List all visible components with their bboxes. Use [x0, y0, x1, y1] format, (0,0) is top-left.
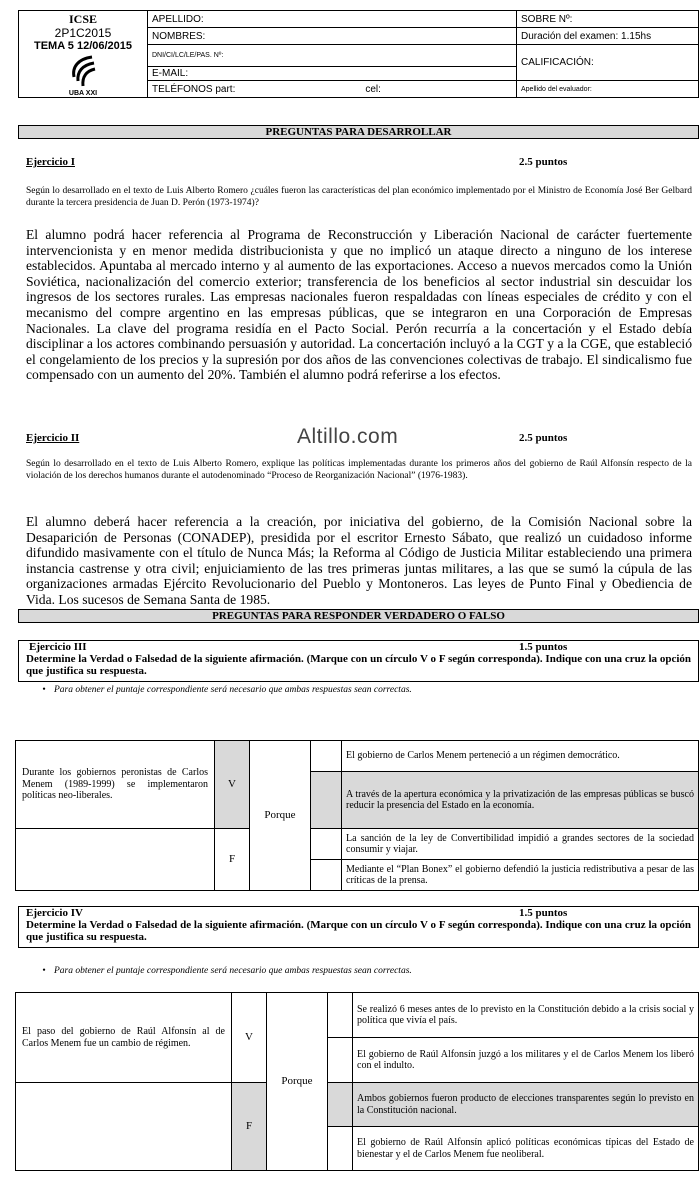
- calificacion-field[interactable]: CALIFICACIÓN:: [517, 45, 699, 81]
- ej3-checkbox-3[interactable]: [311, 829, 342, 860]
- ej4-note: [34, 966, 412, 976]
- ej3-table: [15, 740, 699, 891]
- ej2-question: Según lo desarrollado en el texto de Luis Alberto Romero, explique las políticas implementadas durante los primeros años del gobierno de Raúl Alfonsín respecto de la violación de los derechos humanos durante el autodenominado “Proceso de Reorganización Nacional” (1976-1983).: [26, 459, 692, 481]
- ej3-instruction: Determine la Verdad o Falsedad de la siguiente afirmación. (Marque con un círculo V o F según corresponda). Indique con una cruz la opción que justifica su respuesta.: [26, 653, 691, 677]
- ej4-porque: Porque: [267, 993, 328, 1171]
- ej3-checkbox-4[interactable]: [311, 860, 342, 891]
- ej3-option-3: La sanción de la ley de Convertibilidad impidió a grandes sectores de la sociedad consumir y viajar.: [342, 829, 699, 860]
- duracion-label: Duración del examen: 1.15hs: [517, 28, 699, 45]
- ej3-note-text: Para obtener el puntaje correspondiente será necesario que ambas respuestas sean correctas.: [54, 685, 412, 695]
- ej4-checkbox-1[interactable]: [328, 993, 353, 1038]
- nombres-field[interactable]: NOMBRES:: [148, 28, 517, 45]
- ej4-f-option[interactable]: F: [232, 1083, 267, 1171]
- ej1-question: Según lo desarrollado en el texto de Luis Alberto Romero ¿cuáles fueron las características del plan económico implementado por el Ministro de Economía José Ber Gelbard durante la tercera presidencia de Juan D. Perón (1973-1974)?: [26, 186, 692, 208]
- bullet-icon: •: [42, 685, 46, 695]
- ej4-option-4: El gobierno de Raúl Alfonsín aplicó políticas económicas típicas del Estado de bienestar y el de Carlos Menem fue neoliberal.: [353, 1127, 699, 1171]
- apellido-field[interactable]: APELLIDO:: [148, 11, 517, 28]
- ej4-checkbox-2[interactable]: [328, 1038, 353, 1083]
- ej3-note: [34, 685, 412, 695]
- ej3-statement-cont: [16, 829, 215, 891]
- ej3-porque: Porque: [250, 741, 311, 891]
- ej4-points: 1.5 puntos: [519, 907, 568, 919]
- ej1-answer: El alumno podrá hacer referencia al Programa de Reconstrucción y Liberación Nacional de carácter fuertemente intervencionista y en menor medida distribucionista y que no implicó un ataque directo a ninguno de los interese establecidos. Apuntaba al mercado interno y al aumento de las exportaciones. Acceso a nuevos mercados como la Unión Soviética, nacionalización del comercio exterior; transferencia de los beneficios al sector industrial sin descuidar los ingresos de los sectores rurales. Las empresas nacionales fueron respaldadas con líneas especiales de crédito y con el mecanismo del compre argentino en las empresas públicas, que se integraron en una Corporación de Empresas Nacionales. La clave del programa residía en el Pacto Social. Perón recurría a la concertación y el Estado debía disciplinar a los actores combinando persuasión y autoridad. La concertación incluyó a la CGT y a la CGE, que estableció el congelamiento de los precios y la supresión por dos años de las convenciones colectivas de trabajo. El sindicalismo fue compensado con un aumento del 20%. También el alumno podrá referirse a los efectos.: [26, 227, 692, 383]
- course-code: 2P1C2015: [54, 26, 112, 40]
- ej4-note-text: Para obtener el puntaje correspondiente será necesario que ambas respuestas sean correctas.: [54, 966, 412, 976]
- ej4-title: Ejercicio IV: [26, 907, 83, 919]
- ej4-v-option[interactable]: V: [232, 993, 267, 1083]
- ej2-title: Ejercicio II: [26, 432, 80, 444]
- ej4-box: [18, 906, 699, 948]
- cel-label: cel:: [365, 83, 381, 95]
- telefonos-field[interactable]: [148, 81, 517, 98]
- ej1-points: 2.5 puntos: [519, 156, 568, 168]
- dni-field[interactable]: DNI/CI/LC/LE/PAS. Nº:: [148, 45, 517, 67]
- section-vf-header: PREGUNTAS PARA RESPONDER VERDADERO O FALSO: [18, 609, 699, 623]
- watermark: Altillo.com: [297, 425, 399, 448]
- ej3-option-1: El gobierno de Carlos Menem perteneció a un régimen democrático.: [342, 741, 699, 772]
- evaluador-field[interactable]: Apellido del evaluador:: [517, 81, 699, 98]
- ej4-instruction: Determine la Verdad o Falsedad de la siguiente afirmación. (Marque con un círculo V o F según corresponda). Indique con una cruz la opción que justifica su respuesta.: [26, 919, 691, 943]
- ej3-checkbox-2[interactable]: [311, 772, 342, 829]
- ej4-checkbox-3[interactable]: [328, 1083, 353, 1127]
- header-logo-cell: [19, 11, 148, 98]
- exam-header: [18, 10, 699, 98]
- ej3-f-option[interactable]: F: [215, 829, 250, 891]
- ej4-statement-cont: [16, 1083, 232, 1171]
- section-develop-header: PREGUNTAS PARA DESARROLLAR: [18, 125, 699, 139]
- ej3-checkbox-1[interactable]: [311, 741, 342, 772]
- ej1-title: Ejercicio I: [26, 156, 75, 168]
- ej4-checkbox-4[interactable]: [328, 1127, 353, 1171]
- email-field[interactable]: E-MAIL:: [148, 67, 517, 81]
- ej3-statement: Durante los gobiernos peronistas de Carlos Menem (1989-1999) se implementaron políticas neo-liberales.: [16, 741, 215, 829]
- ej3-box: [18, 640, 699, 682]
- sobre-field[interactable]: SOBRE Nº:: [517, 11, 699, 28]
- uba-logo-icon: [70, 55, 96, 89]
- telefonos-label: TELÉFONOS part:: [152, 83, 236, 95]
- ej3-points: 1.5 puntos: [519, 641, 568, 653]
- ej3-v-option[interactable]: V: [215, 741, 250, 829]
- tema-label: TEMA 5 12/06/2015: [33, 40, 133, 52]
- ej4-option-1: Se realizó 6 meses antes de lo previsto en la Constitución debido a la crisis social y política que vivía el país.: [353, 993, 699, 1038]
- ej3-title: Ejercicio III: [29, 641, 87, 653]
- ej4-option-3: Ambos gobiernos fueron producto de elecciones transparentes según lo previsto en la Constitución nacional.: [353, 1083, 699, 1127]
- course-name: ICSE: [68, 12, 97, 26]
- ej3-option-4: Mediante el “Plan Bonex” el gobierno defendió la justicia redistributiva a pesar de las críticas de la prensa.: [342, 860, 699, 891]
- ej2-points: 2.5 puntos: [519, 432, 568, 444]
- ej4-option-2: El gobierno de Raúl Alfonsín juzgó a los militares y el de Carlos Menem los liberó con el indulto.: [353, 1038, 699, 1083]
- ej3-option-2: A través de la apertura económica y la privatización de las empresas públicas se buscó reducir la presencia del Estado en la economía.: [342, 772, 699, 829]
- bullet-icon: •: [42, 966, 46, 976]
- logo-text: UBA XXI: [68, 90, 98, 97]
- ej4-statement: El paso del gobierno de Raúl Alfonsín al de Carlos Menem fue un cambio de régimen.: [16, 993, 232, 1083]
- ej4-table: [15, 992, 699, 1171]
- ej2-answer: El alumno deberá hacer referencia a la creación, por iniciativa del gobierno, de la Comisión Nacional sobre la Desaparición de Personas (CONADEP), presidida por el escritor Ernesto Sábato, que realizó un cuidadoso informe difundido masivamente con el título de Nunca Más; la Reforma al Código de Justicia Militar estableciendo una primera instancia castrense y otra civil; enjuiciamiento de las tres primeras juntas militares, a las que se sumó la cúpula de las organizaciones armadas Ejército Revolucionario del Pueblo y Montoneros. Las leyes de Punto Final y Obediencia de Vida. Los sucesos de Semana Santa de 1985.: [26, 514, 692, 607]
